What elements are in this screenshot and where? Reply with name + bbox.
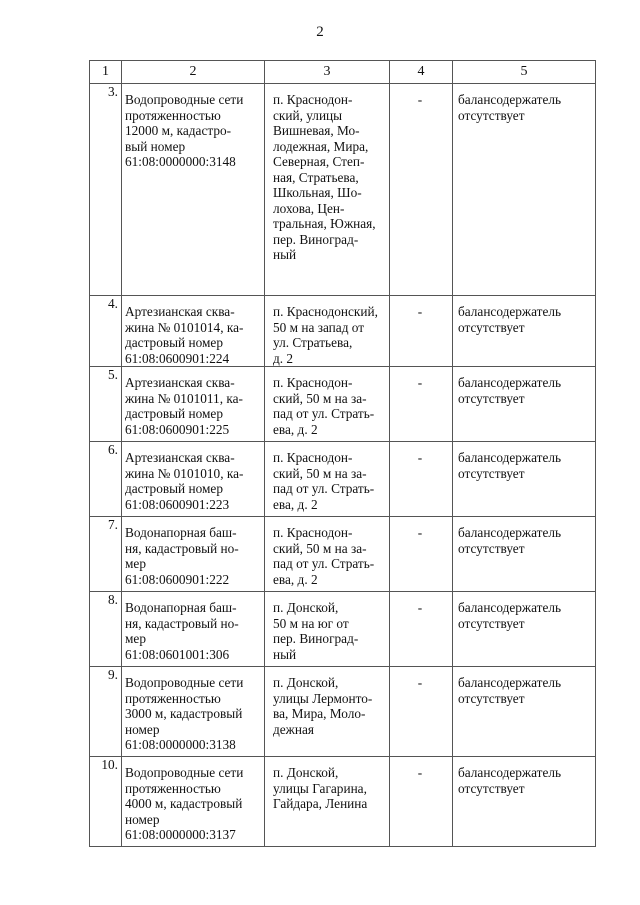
registration-info: -: [390, 442, 453, 517]
object-name: Артезианская сква- жина № 0101014, ка- дастровый номер 61:08:0600901:224: [122, 296, 265, 367]
row-number: 8.: [90, 592, 122, 667]
balance-holder: балансодержатель отсутствует: [453, 84, 596, 296]
property-table: [89, 60, 596, 847]
row-number: 7.: [90, 517, 122, 592]
table-row: [90, 592, 596, 667]
table-row: [90, 84, 596, 296]
object-name: Артезианская сква- жина № 0101010, ка- дастровый номер 61:08:0600901:223: [122, 442, 265, 517]
header-col-4: 4: [390, 61, 453, 84]
header-col-1: 1: [90, 61, 122, 84]
row-number: 3.: [90, 84, 122, 296]
row-number: 4.: [90, 296, 122, 367]
registration-info: -: [390, 757, 453, 847]
object-address: п. Краснодон- ский, 50 м на за- пад от ул. Страть- ева, д. 2: [265, 367, 390, 442]
object-name: Водонапорная баш- ня, кадастровый но- мер 61:08:0601001:306: [122, 592, 265, 667]
object-address: п. Краснодон- ский, 50 м на за- пад от ул. Страть- ева, д. 2: [265, 517, 390, 592]
registration-info: -: [390, 296, 453, 367]
table-row: [90, 442, 596, 517]
table-row: [90, 367, 596, 442]
row-number: 6.: [90, 442, 122, 517]
object-address: п. Краснодон- ский, 50 м на за- пад от ул. Страть- ева, д. 2: [265, 442, 390, 517]
table-row: [90, 757, 596, 847]
header-col-3: 3: [265, 61, 390, 84]
balance-holder: балансодержатель отсутствует: [453, 442, 596, 517]
balance-holder: балансодержатель отсутствует: [453, 592, 596, 667]
registration-info: -: [390, 367, 453, 442]
registration-info: -: [390, 84, 453, 296]
table-row: [90, 517, 596, 592]
header-row: [90, 61, 596, 84]
table-row: [90, 296, 596, 367]
object-name: Водопроводные сети протяженностью 12000 м, кадастро- вый номер 61:08:0000000:3148: [122, 84, 265, 296]
registration-info: -: [390, 517, 453, 592]
object-name: Водопроводные сети протяженностью 3000 м, кадастровый номер 61:08:0000000:3138: [122, 667, 265, 757]
object-name: Артезианская сква- жина № 0101011, ка- дастровый номер 61:08:0600901:225: [122, 367, 265, 442]
object-address: п. Донской, улицы Лермонто- ва, Мира, Моло- дежная: [265, 667, 390, 757]
row-number: 5.: [90, 367, 122, 442]
page-number: 2: [316, 24, 324, 40]
registration-info: -: [390, 667, 453, 757]
balance-holder: балансодержатель отсутствует: [453, 757, 596, 847]
row-number: 9.: [90, 667, 122, 757]
balance-holder: балансодержатель отсутствует: [453, 517, 596, 592]
object-name: Водонапорная баш- ня, кадастровый но- мер 61:08:0600901:222: [122, 517, 265, 592]
object-address: п. Краснодон- ский, улицы Вишневая, Мо- лодежная, Мира, Северная, Степ- ная, Стратьева, Школьная, Шо- лохова, Цен- тральная, Южная, пер. Виноград- ный: [265, 84, 390, 296]
row-number: 10.: [90, 757, 122, 847]
balance-holder: балансодержатель отсутствует: [453, 296, 596, 367]
balance-holder: балансодержатель отсутствует: [453, 667, 596, 757]
table-row: [90, 667, 596, 757]
balance-holder: балансодержатель отсутствует: [453, 367, 596, 442]
object-name: Водопроводные сети протяженностью 4000 м, кадастровый номер 61:08:0000000:3137: [122, 757, 265, 847]
registration-info: -: [390, 592, 453, 667]
object-address: п. Донской, 50 м на юг от пер. Виноград- ный: [265, 592, 390, 667]
object-address: п. Донской, улицы Гагарина, Гайдара, Ленина: [265, 757, 390, 847]
header-col-2: 2: [122, 61, 265, 84]
object-address: п. Краснодонский, 50 м на запад от ул. Стратьева, д. 2: [265, 296, 390, 367]
header-col-5: 5: [453, 61, 596, 84]
